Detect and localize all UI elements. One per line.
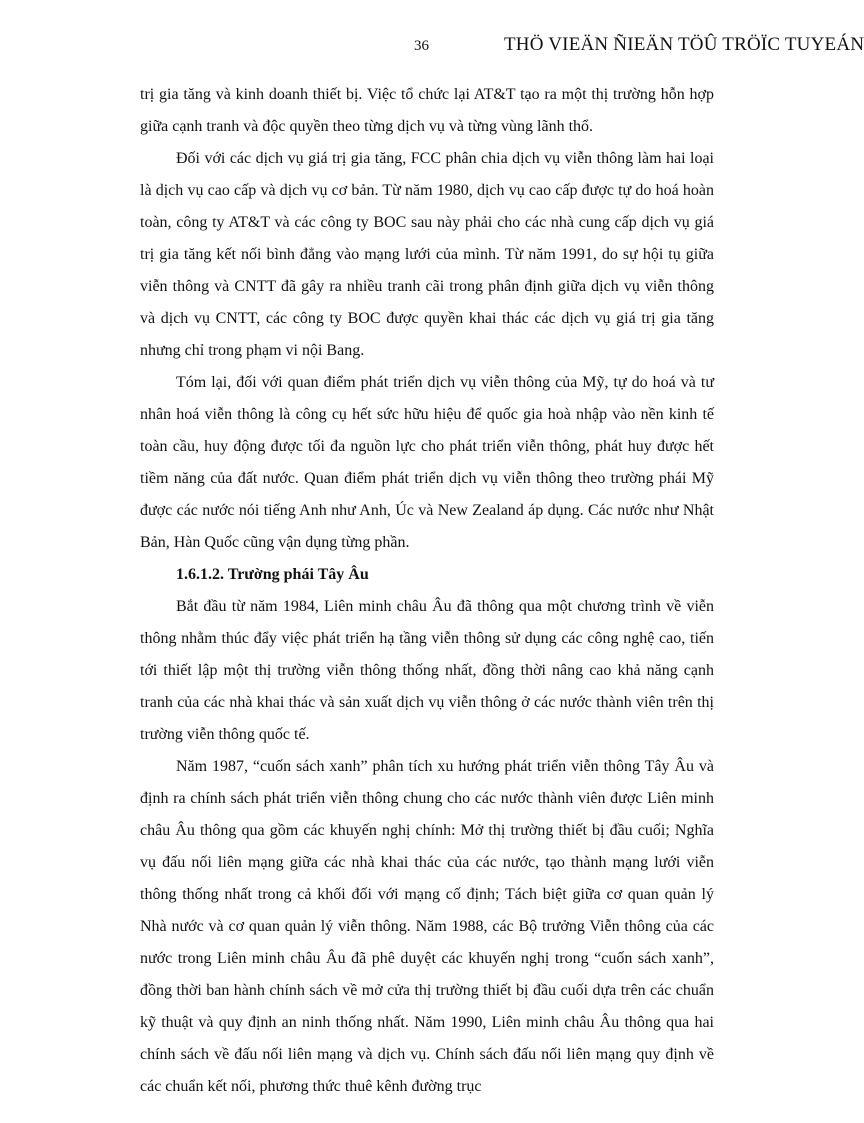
paragraph-5: Năm 1987, “cuốn sách xanh” phân tích xu hướng phát triển viễn thông Tây Âu và định ra chính sách phát triển viễn thông chung cho các nước thành viên được Liên minh châu Âu thông qua gồm các khuyến nghị chính: Mở thị trường thiết bị đầu cuối; Nghĩa vụ đấu nối liên mạng giữa các nhà khai thác của các nước, tạo thành mạng lưới viễn thông thống nhất trong cả khối đối với mạng cố định; Tách biệt giữa cơ quan quản lý Nhà nước và cơ quan quản lý viễn thông. Năm 1988, các Bộ trưởng Viễn thông của các nước trong Liên minh châu Âu đã phê duyệt các khuyến nghị trong “cuốn sách xanh”, đồng thời ban hành chính sách về mở cửa thị trường thiết bị đầu cuối dựa trên các chuẩn kỹ thuật và quy định an ninh thống nhất. Năm 1990, Liên minh châu Âu thông qua hai chính sách về đấu nối liên mạng và dịch vụ. Chính sách đấu nối liên mạng quy định về các chuẩn kết nối, phương thức thuê kênh đường trục	[140, 758, 714, 1095]
section-heading: 1.6.1.2. Trường phái Tây Âu	[176, 566, 369, 583]
document-body	[140, 79, 714, 1103]
page-number: 36	[414, 38, 429, 54]
paragraph-1: trị gia tăng và kinh doanh thiết bị. Việc tổ chức lại AT&T tạo ra một thị trường hỗn hợp giữa cạnh tranh và độc quyền theo từng dịch vụ và từng vùng lãnh thổ.	[140, 86, 714, 135]
site-title: THÖ VIEÄN ÑIEÄN TÖÛ TRÖÏC TUYEÁN	[504, 34, 864, 55]
paragraph-3: Tóm lại, đối với quan điểm phát triển dịch vụ viễn thông của Mỹ, tự do hoá và tư nhân hoá viễn thông là công cụ hết sức hữu hiệu để quốc gia hoà nhập vào nền kinh tế toàn cầu, huy động được tối đa nguồn lực cho phát triển viễn thông, phát huy được hết tiềm năng của đất nước. Quan điểm phát triển dịch vụ viễn thông theo trường phái Mỹ được các nước nói tiếng Anh như Anh, Úc và New Zealand áp dụng. Các nước như Nhật Bản, Hàn Quốc cũng vận dụng từng phần.	[140, 374, 714, 551]
page-header	[0, 34, 864, 62]
paragraph-2: Đối với các dịch vụ giá trị gia tăng, FCC phân chia dịch vụ viễn thông làm hai loại là dịch vụ cao cấp và dịch vụ cơ bản. Từ năm 1980, dịch vụ cao cấp được tự do hoá hoàn toàn, công ty AT&T và các công ty BOC sau này phải cho các nhà cung cấp dịch vụ giá trị gia tăng kết nối bình đẳng vào mạng lưới của mình. Từ năm 1991, do sự hội tụ giữa viễn thông và CNTT đã gây ra nhiều tranh cãi trong phân định giữa dịch vụ viễn thông và dịch vụ CNTT, các công ty BOC được quyền khai thác các dịch vụ giá trị gia tăng nhưng chỉ trong phạm vi nội Bang.	[140, 150, 714, 359]
paragraph-4: Bắt đầu từ năm 1984, Liên minh châu Âu đã thông qua một chương trình về viễn thông nhằm thúc đẩy việc phát triển hạ tầng viễn thông sử dụng các công nghệ cao, tiến tới thiết lập một thị trường viễn thông thống nhất, đồng thời nâng cao khả năng cạnh tranh của các nhà khai thác và sản xuất dịch vụ viễn thông ở các nước thành viên trên thị trường viễn thông quốc tế.	[140, 598, 714, 743]
